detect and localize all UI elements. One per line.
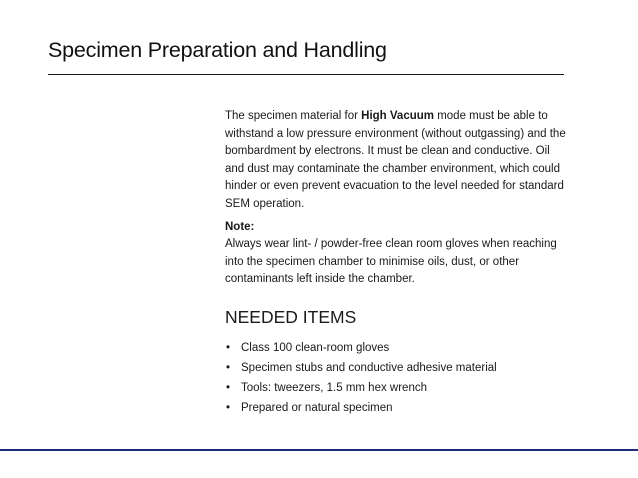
- bullet-icon: •: [226, 341, 231, 354]
- list-item-text: Tools: tweezers, 1.5 mm hex wrench: [241, 381, 427, 394]
- intro-paragraph: [225, 108, 570, 213]
- intro-bold-term: High Vacuum: [361, 110, 434, 122]
- intro-text-start: The specimen material for: [225, 110, 362, 122]
- needed-items-heading: NEEDED ITEMS: [225, 306, 357, 327]
- bullet-icon: •: [226, 401, 231, 414]
- list-item-text: Prepared or natural specimen: [241, 401, 393, 414]
- list-item: [225, 398, 570, 418]
- list-item: [225, 378, 570, 398]
- title-underline: [48, 74, 564, 75]
- slide-content: [225, 108, 570, 418]
- bullet-icon: •: [226, 381, 231, 394]
- intro-text-end: mode must be able to withstand a low pressure environment (without outgassing) and the bombardment by electrons. It must be clean and conductive. Oil and dust may contaminate the chamber environment, which could hinder or even prevent evacuation to the level needed for standard SEM operation.: [225, 110, 566, 210]
- list-item-text: Specimen stubs and conductive adhesive material: [241, 361, 497, 374]
- note-heading: Note:: [225, 221, 255, 233]
- note-body: Always wear lint- / powder-free clean room gloves when reaching into the specimen chamber to minimise oils, dust, or other contaminants left inside the chamber.: [225, 238, 557, 285]
- bullet-icon: •: [226, 361, 231, 374]
- slide-title: Specimen Preparation and Handling: [48, 38, 387, 62]
- list-item: [225, 358, 570, 378]
- needed-items-list: [225, 338, 570, 418]
- footer-rule: [0, 449, 638, 451]
- list-item: [225, 338, 570, 358]
- list-item-text: Class 100 clean-room gloves: [241, 341, 390, 354]
